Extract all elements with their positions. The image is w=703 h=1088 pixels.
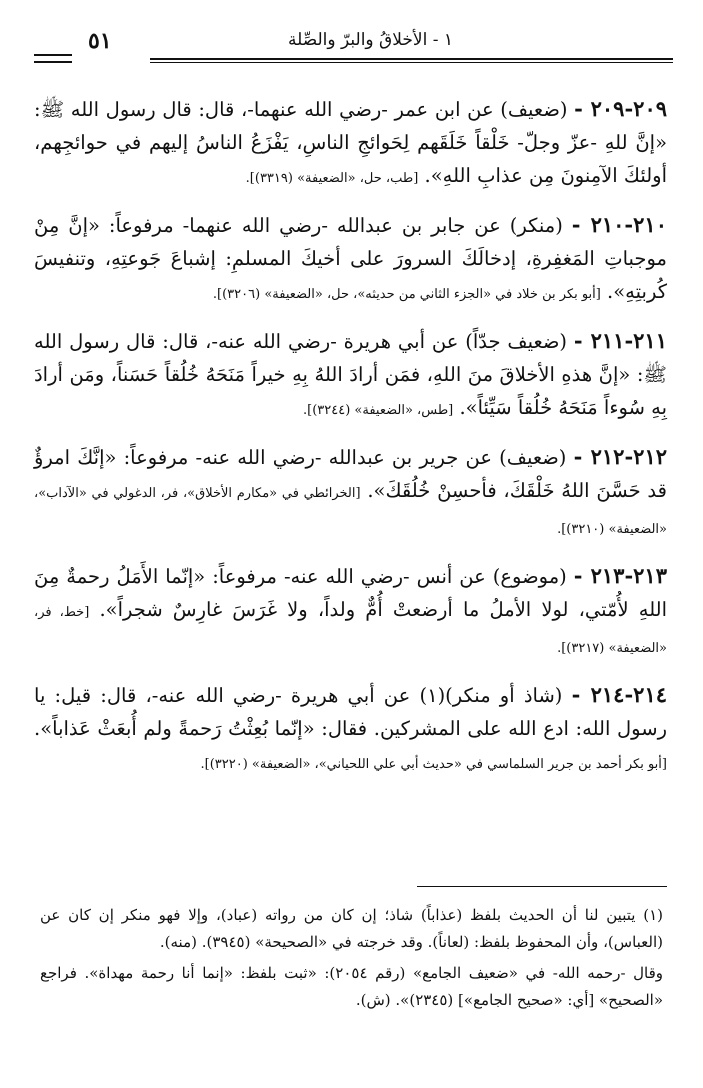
entry-number: ٢١٠-٢١٠ -: [571, 212, 667, 237]
entry-reference: [طب، حل، «الضعيفة» (٣٣١٩)].: [245, 171, 419, 186]
entry-text: (شاذ أو منكر)(١) عن أبي هريرة -رضي الله عنه-، قال: قيل: يا رسول الله: ادع الله على المشركين. فقال: «إنّما بُعِثْتُ رَحمةً ولم أُبعَثْ عَذاباً».: [34, 684, 667, 740]
entry-number: ٢١٤-٢١٤ -: [571, 682, 668, 707]
hadith-entry: [34, 559, 667, 665]
entry-text: (موضوع) عن أنس -رضي الله عنه- مرفوعاً: «إنّما الأَمَلُ رحمةٌ مِنَ اللهِ لأُمّتي، لولا الأملُ ما أرضعتْ أُمٌّ ولداً، ولا غَرَسَ غارِسٌ شجراً».: [34, 565, 668, 621]
entry-number: ٢١٢-٢١٢ -: [573, 444, 668, 469]
footnotes: [40, 902, 663, 1018]
hadith-entry: [34, 208, 667, 311]
entry-reference: [أبو بكر أحمد بن جرير السلماسي في «حديث أبي علي اللحياني»، «الضعيفة» (٣٢٢٠)].: [200, 757, 667, 772]
hadith-entry: [34, 92, 667, 195]
entry-reference: [أبو بكر بن خلاد في «الجزء الثاني من حديثه»، حل، «الضعيفة» (٣٢٠٦)].: [212, 287, 601, 302]
entry-number: ٢١٣-٢١٣ -: [573, 563, 667, 588]
hadith-entries: [34, 92, 667, 794]
footnote: وقال -رحمه الله- في «ضعيف الجامع» (رقم ٢٠٥٤): «ثبت بلفظ: «إنما أنا رحمة مهداة». فراجع «الصحيح» [أي: «صحيح الجامع»] (٢٣٤٥)». (ش).: [40, 964, 663, 1009]
header-rule-short: [34, 54, 72, 63]
entry-text: (ضعيف) عن جرير بن عبدالله -رضي الله عنه- مرفوعاً: «إنَّكَ امرؤٌ قد حَسَّنَ اللهُ خَلْقَكَ، فأحسِنْ خُلُقَكَ».: [34, 446, 667, 502]
entry-reference: [خط، فر، «الضعيفة» (٣٢١٧)].: [34, 605, 667, 656]
footnote-separator: [417, 886, 667, 887]
hadith-entry: [34, 440, 667, 546]
entry-text: (منكر) عن جابر بن عبدالله -رضي الله عنهما- مرفوعاً: «إنَّ مِنْ موجباتِ المَغفِرةِ، إدخالَكَ السرورَ على أخيكَ المسلمِ: إشباعَ جَوعتِهِ، وتنفيسَ كُربتِهِ».: [34, 214, 667, 303]
entry-text: (ضعيف جدّاً) عن أبي هريرة -رضي الله عنه-، قال: قال رسول الله ﷺ: «إنَّ هذهِ الأخلاقَ منَ اللهِ، فمَن أرادَ اللهُ بِهِ خيراً مَنَحَهُ خُلُقاً حَسَناً، ومَن أرادَ بِهِ سُوءاً مَنَحَهُ خُلُقاً سَيِّئاً».: [34, 330, 667, 419]
chapter-title: ١ - الأخلاقُ والبرّ والصِّلة: [288, 30, 453, 50]
page-number: ٥١: [88, 28, 112, 54]
header-rule: [150, 58, 673, 63]
entry-text: (ضعيف) عن ابن عمر -رضي الله عنهما-، قال: قال رسول الله ﷺ: «إنَّ للهِ -عزّ وجلّ- خَلْقاً خَلَقَهم لِحَوائجِ الناسِ، يَفْزَعُ الناسُ إليهم في حوائجِهم، أولئكَ الآمِنونَ مِن عذابِ اللهِ».: [34, 98, 667, 187]
entry-number: ٢١١-٢١١ -: [573, 328, 667, 353]
page-header: [30, 28, 673, 68]
hadith-entry: [34, 324, 667, 427]
entry-number: ٢٠٩-٢٠٩ -: [574, 96, 668, 121]
entry-reference: [طس، «الضعيفة» (٣٢٤٤)].: [303, 403, 454, 418]
entry-reference: [الخرائطي في «مكارم الأخلاق»، فر، الدغولي في «الآداب»، «الضعيفة» (٣٢١٠)].: [34, 486, 667, 537]
footnote: (١) يتبين لنا أن الحديث بلفظ (عذاباً) شاذ؛ إن كان من رواته (عباد)، وإلا فهو منكر إن كان عن (العباس)، وأن المحفوظ بلفظ: (لعاناً). وقد خرجته في «الصحيحة» (٣٩٤٥). (منه).: [40, 906, 663, 951]
hadith-entry: [34, 678, 667, 781]
